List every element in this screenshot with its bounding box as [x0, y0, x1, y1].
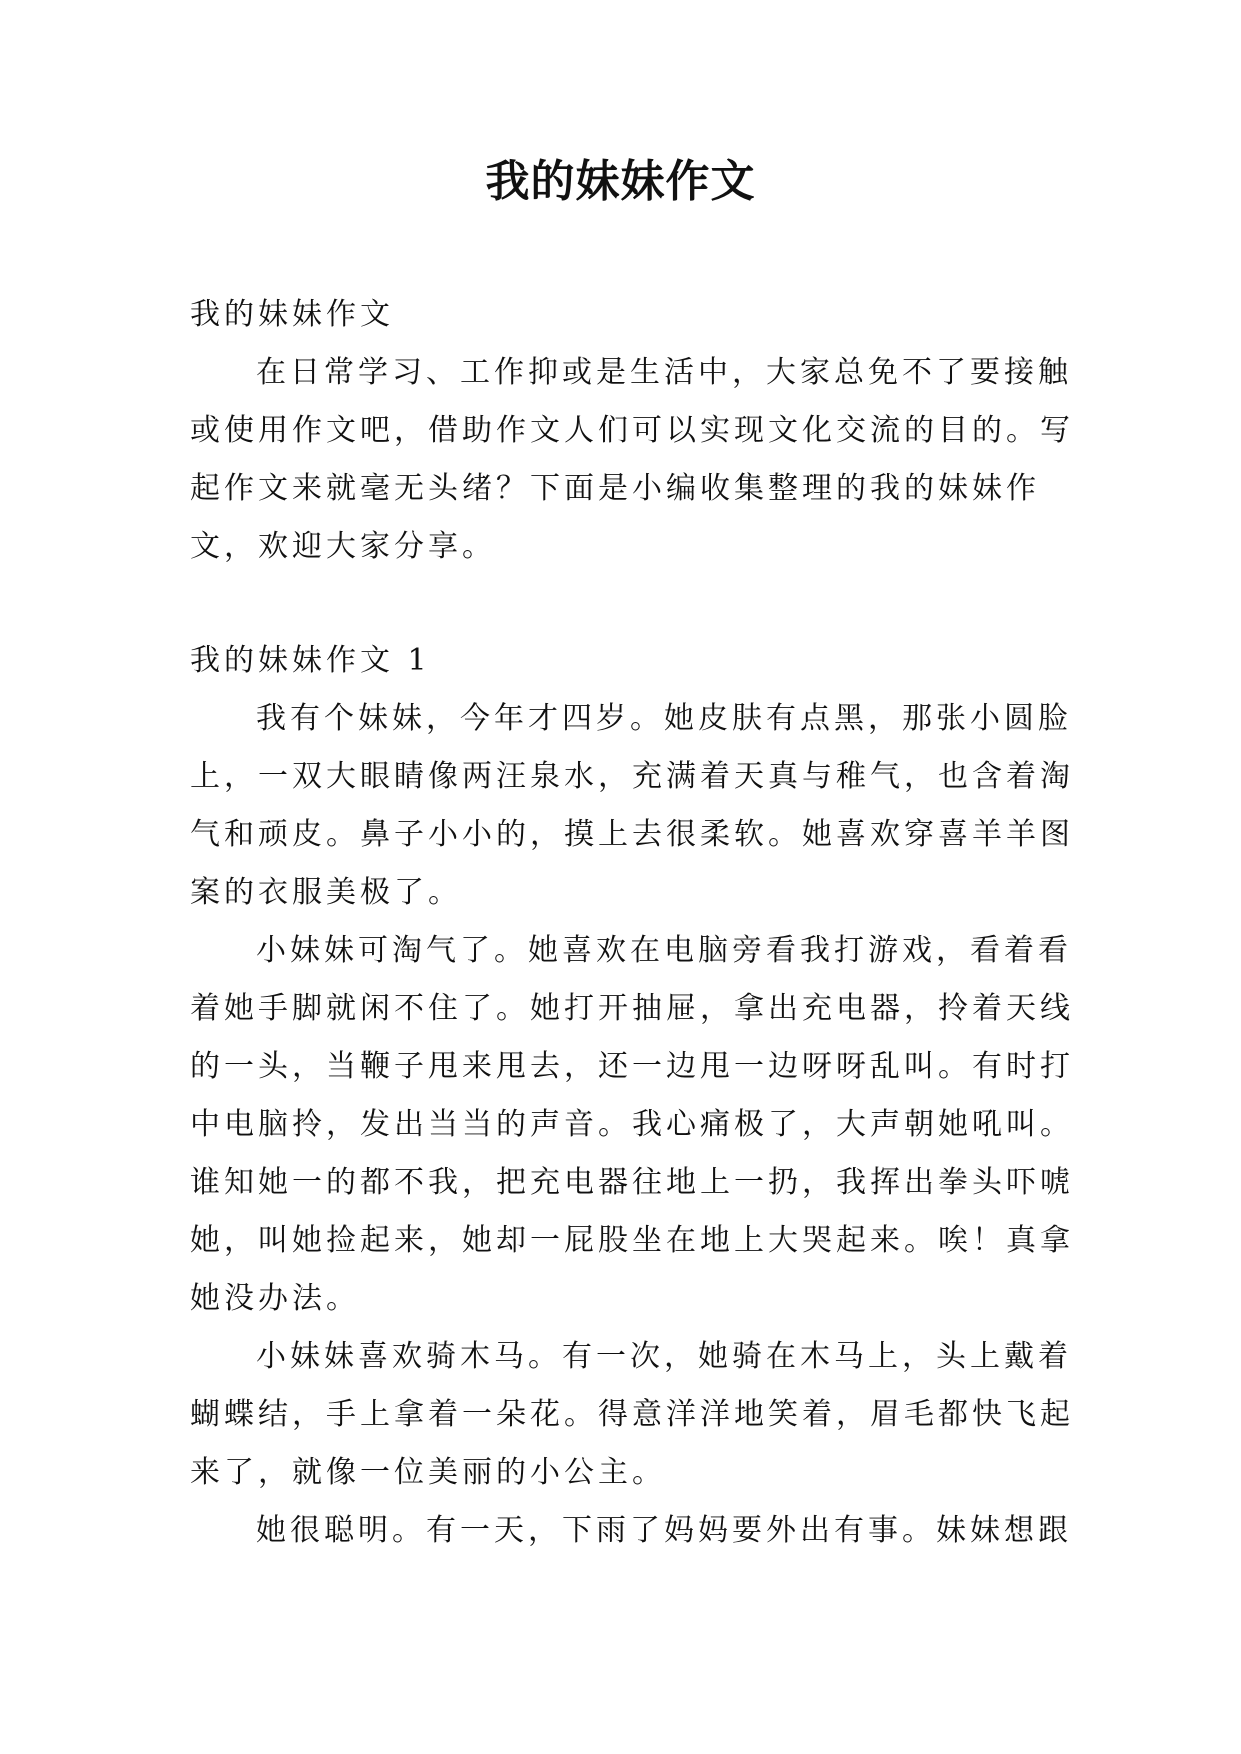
intro-paragraph-line: 起作文来就毫无头绪？下面是小编收集整理的我的妹妹作 [190, 471, 1040, 506]
paragraph-line: 蝴蝶结，手上拿着一朵花。得意洋洋地笑着，眉毛都快飞起 [190, 1397, 1074, 1432]
section-spacer [190, 576, 1060, 632]
intro-paragraph-line: 或使用作文吧，借助作文人们可以实现文化交流的目的。写 [190, 413, 1074, 448]
paragraph-line: 的一头，当鞭子甩来甩去，还一边甩一边呀呀乱叫。有时打 [190, 1049, 1074, 1084]
paragraph-line: 小妹妹喜欢骑木马。有一次，她骑在木马上，头上戴着 [256, 1339, 1072, 1374]
paragraph-line: 她很聪明。有一天，下雨了妈妈要外出有事。妹妹想跟 [256, 1513, 1072, 1548]
intro-heading: 我的妹妹作文 [190, 297, 394, 332]
paragraph-line: 着她手脚就闲不住了。她打开抽屉，拿出充电器，拎着天线 [190, 991, 1074, 1026]
paragraph-line: 我有个妹妹，今年才四岁。她皮肤有点黑，那张小圆脸 [256, 701, 1072, 736]
document-body [190, 286, 1074, 1560]
intro-paragraph-line: 文，欢迎大家分享。 [190, 529, 496, 564]
paragraph-line: 她，叫她捡起来，她却一屁股坐在地上大哭起来。唉！真拿 [190, 1223, 1074, 1258]
section-heading: 我的妹妹作文 1 [190, 643, 431, 678]
paragraph-line: 案的衣服美极了。 [190, 875, 462, 910]
paragraph-line: 谁知她一的都不我，把充电器往地上一扔，我挥出拳头吓唬 [190, 1165, 1074, 1200]
paragraph-line: 上，一双大眼睛像两汪泉水，充满着天真与稚气，也含着淘 [190, 759, 1074, 794]
paragraph-line: 来了，就像一位美丽的小公主。 [190, 1455, 666, 1490]
intro-paragraph-line: 在日常学习、工作抑或是生活中，大家总免不了要接触 [256, 355, 1072, 390]
paragraph-line: 小妹妹可淘气了。她喜欢在电脑旁看我打游戏，看着看 [256, 933, 1072, 968]
paragraph-line: 她没办法。 [190, 1281, 360, 1316]
document-title: 我的妹妹作文 [485, 156, 756, 207]
paragraph-line: 气和顽皮。鼻子小小的，摸上去很柔软。她喜欢穿喜羊羊图 [190, 817, 1074, 852]
paragraph-line: 中电脑拎，发出当当的声音。我心痛极了，大声朝她吼叫。 [190, 1107, 1074, 1142]
